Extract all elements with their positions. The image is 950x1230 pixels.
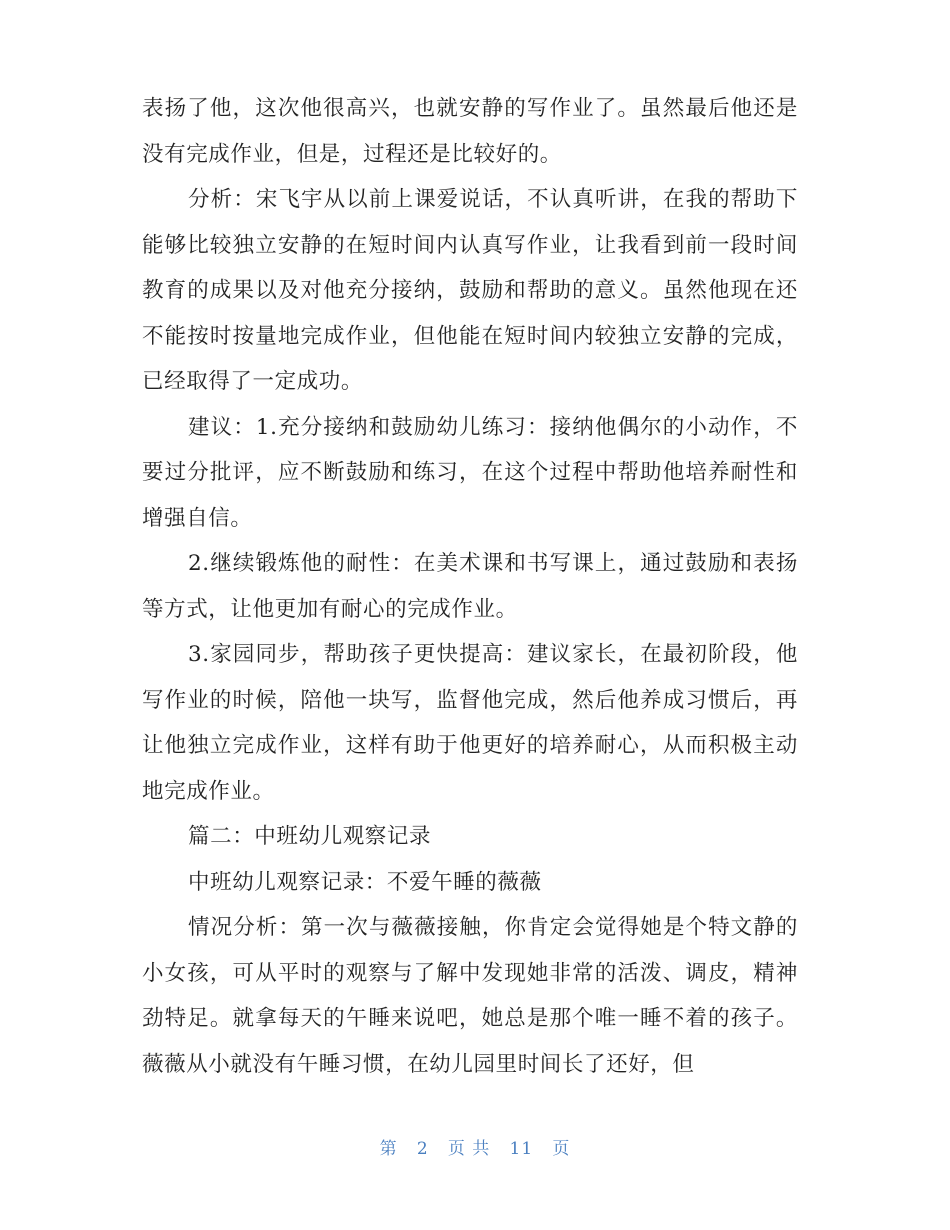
footer-middle: 页 共 <box>447 1139 491 1159</box>
document-body <box>142 86 798 1087</box>
record-title: 中班幼儿观察记录：不爱午睡的薇薇 <box>188 869 542 895</box>
footer-prefix: 第 <box>379 1139 398 1159</box>
paragraph-suggestion-1: 建议：1.充分接纳和鼓励幼儿练习：接纳他偶尔的小动作，不要过分批评，应不断鼓励和练习，在这个过程中帮助他培养耐性和增强自信。 <box>142 414 798 531</box>
footer-current-page: 2 <box>416 1139 429 1159</box>
page-footer <box>0 1134 950 1159</box>
section-heading: 篇二：中班幼儿观察记录 <box>188 824 432 849</box>
paragraph-continuation: 表扬了他，这次他很高兴，也就安静的写作业了。虽然最后他还是没有完成作业，但是，过程还是比较好的。 <box>142 96 798 167</box>
footer-suffix: 页 <box>552 1139 571 1159</box>
paragraph-suggestion-2: 2.继续锻炼他的耐性：在美术课和书写课上，通过鼓励和表扬等方式，让他更加有耐心的完成作业。 <box>142 551 798 622</box>
footer-total-pages: 11 <box>509 1139 534 1159</box>
paragraph-analysis: 分析：宋飞宇从以前上课爱说话，不认真听讲，在我的帮助下能够比较独立安静的在短时间内认真写作业，让我看到前一段时间教育的成果以及对他充分接纳，鼓励和帮助的意义。虽然他现在还不能按时按量地完成作业，但他能在短时间内较独立安静的完成，已经取得了一定成功。 <box>142 187 798 394</box>
paragraph-suggestion-3: 3.家园同步，帮助孩子更快提高：建议家长，在最初阶段，他写作业的时候，陪他一块写，监督他完成，然后他养成习惯后，再让他独立完成作业，这样有助于他更好的培养耐心，从而积极主动地完成作业。 <box>142 642 798 804</box>
paragraph-situation-analysis: 情况分析：第一次与薇薇接触，你肯定会觉得她是个特文静的小女孩，可从平时的观察与了解中发现她非常的活泼、调皮，精神劲特足。就拿每天的午睡来说吧，她总是那个唯一睡不着的孩子。薇薇从小就没有午睡习惯，在幼儿园里时间长了还好，但 <box>142 915 798 1077</box>
